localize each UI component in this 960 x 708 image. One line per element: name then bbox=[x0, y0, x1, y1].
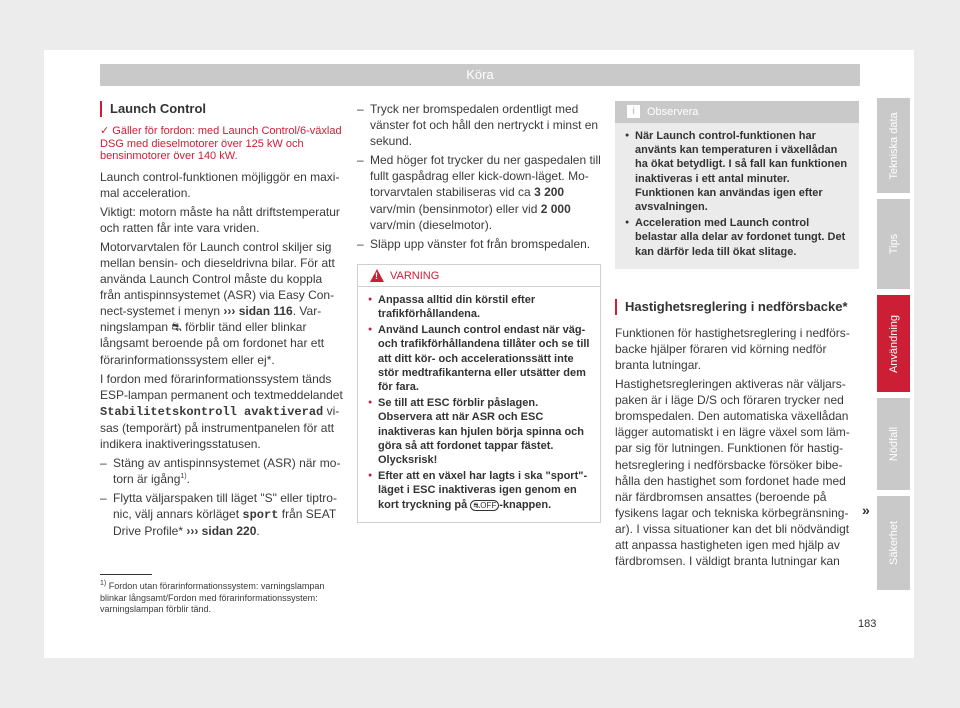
tab-sakerhet[interactable]: Säkerhet bbox=[877, 496, 910, 590]
tab-nodfall[interactable]: Nödfall bbox=[877, 398, 910, 490]
paragraph: Funktionen för hastighetsreglering i nedförsbacke hjälper föraren vid körning nedför branta lutningar. bbox=[615, 325, 850, 373]
step-item: – Stäng av antispinnsystemet (ASR) när motorn är igång$^{1)}$. bbox=[100, 455, 344, 487]
note-item: ● Acceleration med Launch control belastar alla delar av fordonet tungt. Det kan därför leda till ökat slitage. bbox=[625, 216, 851, 259]
note-box bbox=[615, 101, 859, 269]
step-item: – Med höger fot trycker du ner gaspedalen till fullt gaspådrag eller kick-down-läget. Motorvarvtalen stabiliseras vid ca 3 200 varv/min (bensinmotor) eller vid 2 000 varv/min (dieselmotor). bbox=[357, 152, 601, 232]
step-item: – Släpp upp vänster fot från bromspedalen. bbox=[357, 236, 601, 252]
continued-arrow-icon: » bbox=[862, 502, 870, 518]
warning-item: ● Anpassa alltid din körstil efter trafikförhållandena. bbox=[368, 293, 592, 321]
tab-tekniska-data[interactable]: Tekniska data bbox=[877, 98, 910, 193]
applies-to-note: ✓ Gäller för fordon: med Launch Control/6-växlad DSG med dieselmotorer över 125 kW och bensinmotorer över 140 kW. bbox=[100, 125, 342, 162]
warning-body bbox=[358, 287, 600, 522]
chapter-header: Köra bbox=[100, 64, 860, 86]
paragraph: Launch control-funktionen möjliggör en maximal acceleration. bbox=[100, 169, 340, 200]
drive-mode-label: sport bbox=[242, 508, 279, 523]
footnote: $^{1)}$ Fordon utan förarinformationssystem: varningslampan blinkar långsamt/Fordon med förarinformationssystem: varningslampan förblir tänd. bbox=[100, 580, 325, 614]
step-item: – Tryck ner bromspedalen ordentligt med vänster fot och håll den nertryckt i minst en sekund. bbox=[357, 101, 601, 149]
footnote-divider bbox=[100, 574, 152, 575]
note-body bbox=[615, 123, 859, 269]
middle-column bbox=[357, 101, 601, 523]
left-column bbox=[100, 101, 344, 543]
warning-item: ● Se till att ESC förblir påslagen. Observera att när ASR och ESC inaktiveras kan hjulen börja spinna och göra så att fordonet tappar fästet. Olycksrisk! bbox=[368, 396, 592, 467]
page-reference-link[interactable]: ››› sidan 116 bbox=[223, 304, 293, 319]
paragraph: I fordon med förarinformationssystem tänds ESP-lampan permanent och textmeddelandet Stabilitetskontroll avaktiverad visas (temporärt) på instrumentpanelen för att indikera inaktiveringsstatusen. bbox=[100, 371, 343, 451]
warning-box bbox=[357, 264, 601, 523]
paragraph: Motorvarvtalen för Launch control skiljer sig mellan bensin- och dieseldrivna bilar. För att använda Launch Control måste du koppla från antispinnsystemet (ASR) via Easy Connect-systemet i menyn ››› sidan 116. Varningslampan ⛐ förblir tänd eller blinkar långsamt beroende på om fordonet har ett förarinformationssystem eller ej*. bbox=[100, 239, 335, 367]
warning-lamp-icon: ⛐ bbox=[171, 320, 182, 335]
check-icon: ✓ bbox=[100, 125, 110, 137]
warning-item: ● Använd Launch control endast när väg- och trafikförhållandena tillåter och se till att ditt kör- och accelerationssätt inte stör medtrafikanterna eller utsätter dem för fara. bbox=[368, 323, 592, 394]
side-tabs bbox=[877, 98, 910, 596]
section-title-downhill-speed-control: Hastighetsreglering i nedförsbacke* bbox=[615, 299, 859, 315]
page-reference-link[interactable]: ››› sidan 220 bbox=[186, 524, 257, 539]
step-item: – Flytta väljarspaken till läget "S" eller tiptronic, välj annars körläget sport från SEAT Drive Profile* ››› sidan 220. bbox=[100, 490, 344, 539]
warning-triangle-icon: ! bbox=[370, 269, 384, 282]
esc-off-key-icon: ⛐OFF bbox=[470, 500, 499, 511]
section-title-launch-control: Launch Control bbox=[100, 101, 344, 117]
paragraph: Hastighetsregleringen aktiveras när väljarspaken är i läge D/S och föraren trycker ned bromspedalen. Den automatiska växellådan lägger automatiskt i en lägre växel som lämpar sig för lutningen. Funktionen för hastighetsreglering i nedförsbacke försöker bibehålla den hastighet som fordonet hade med när färdbromsen ansattes (beroende på fysikens lagar och tekniska körbegränsningar). I vissa situationer kan det bli nödvändigt att anpassa hastigheten igen med hjälp av färdbromsen. I väldigt branta lutningar kan bbox=[615, 377, 850, 569]
warning-header: ! VARNING bbox=[358, 265, 600, 287]
tab-anvandning[interactable]: Användning bbox=[877, 295, 910, 392]
footnote-marker: 1) bbox=[180, 473, 187, 481]
paragraph: Viktigt: motorn måste ha nått driftstemperatur och ratten får inte vara vriden. bbox=[100, 204, 340, 235]
right-column bbox=[615, 101, 859, 572]
note-header: i Observera bbox=[615, 101, 859, 123]
tab-tips[interactable]: Tips bbox=[877, 199, 910, 289]
info-icon: i bbox=[627, 105, 640, 118]
warning-item: ● Efter att en växel har lagts i ska "sport"-läget i ESC inaktiveras igen genom en kort tryckning på ⛐OFF -knappen. bbox=[368, 469, 592, 512]
display-message: Stabilitetskontroll avaktiverad bbox=[100, 404, 324, 419]
note-item: ● När Launch control-funktionen har använts kan temperaturen i växellådan ha ökat betydligt. I så fall kan funktionen inaktiveras i ett antal minuter. Funktionen kan användas igen efter avsvalningen. bbox=[625, 129, 851, 214]
page-number: 183 bbox=[858, 618, 877, 630]
